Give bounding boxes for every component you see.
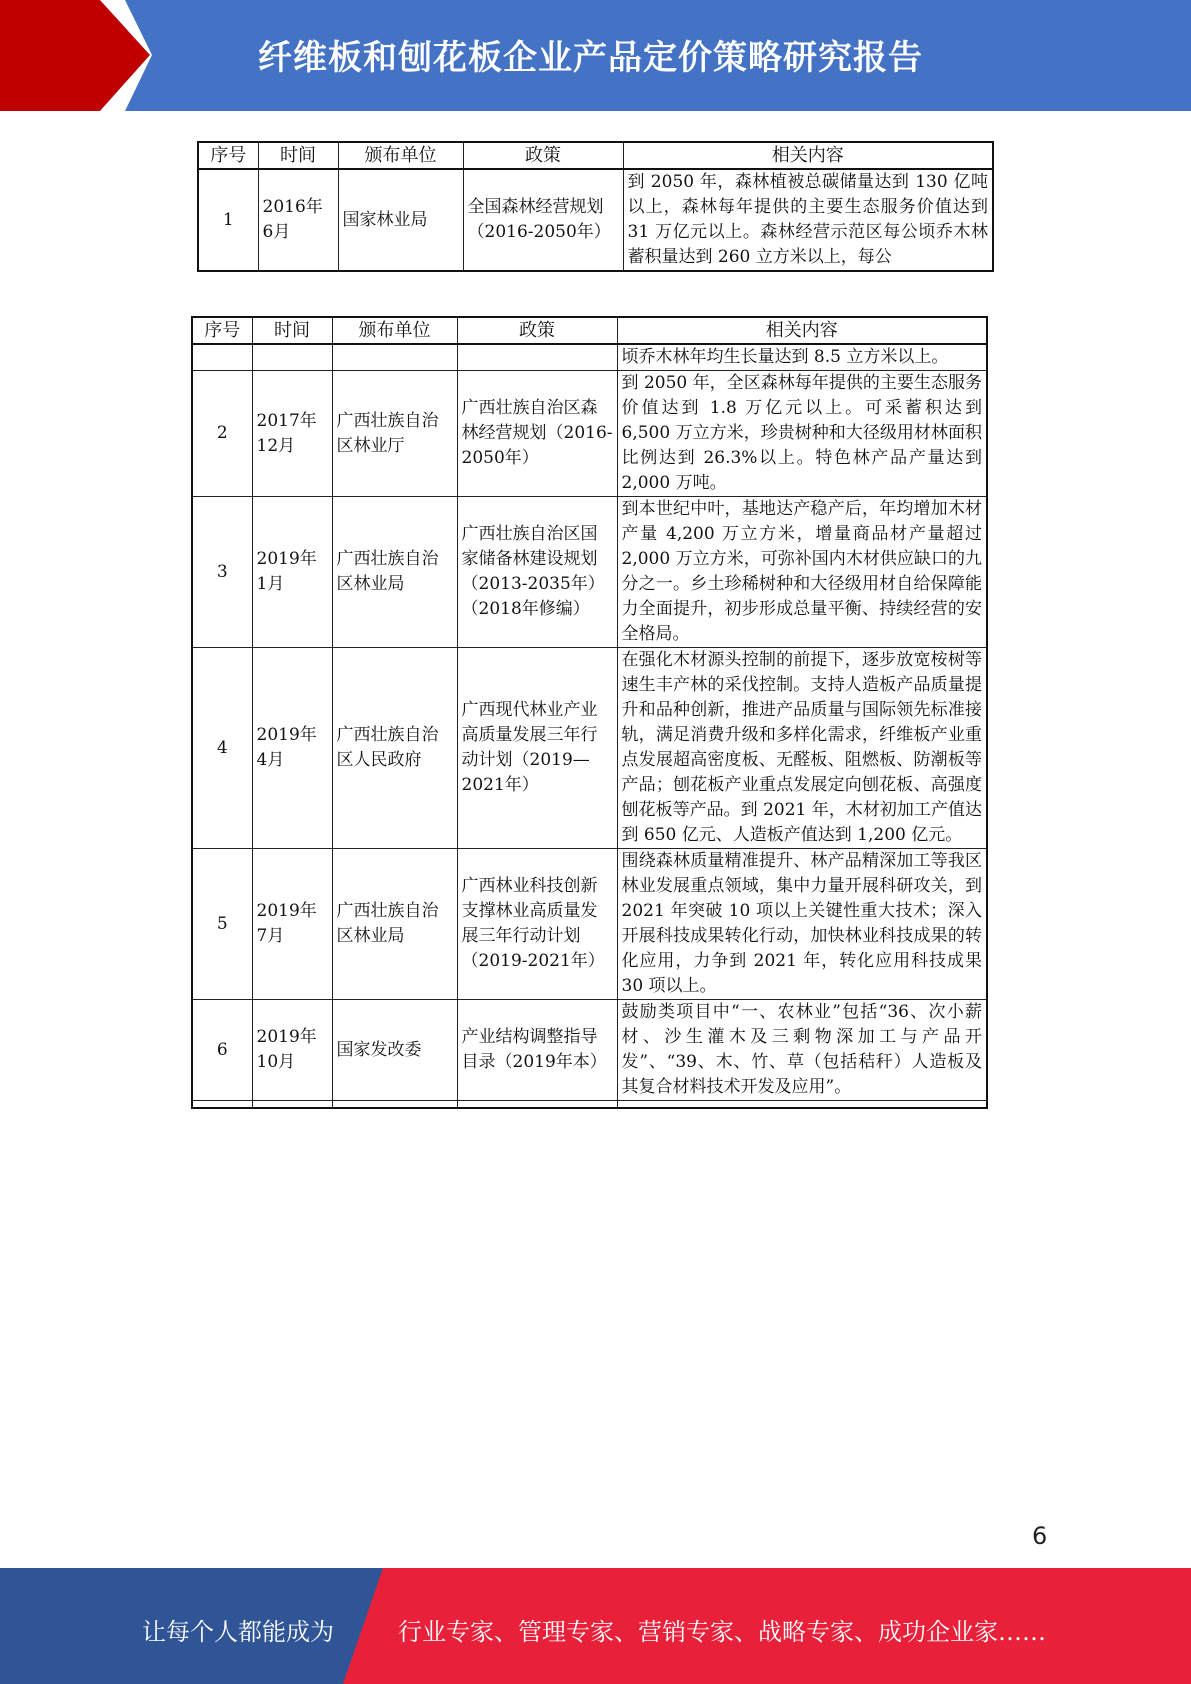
- header-unit: 颁布单位: [338, 142, 463, 169]
- footer-slogan-left: 让每个人都能成为: [142, 1618, 334, 1646]
- table-row: [192, 497, 987, 648]
- cell-no: 6: [192, 1000, 252, 1101]
- header-content: 相关内容: [623, 142, 993, 169]
- table-row-cut-off: [192, 1101, 987, 1109]
- cell-content: 到 2050 年，全区森林每年提供的主要生态服务价值达到 1.8 万亿元以上。可采蓄积达到 6,500 万立方米，珍贵树种和大径级用材林面积比例达到 26.3%以上。特色林产品产量达到 2,000 万吨。: [617, 371, 987, 497]
- cell-policy: 广西现代林业产业高质量发展三年行动计划（2019—2021年）: [457, 648, 617, 849]
- table-row: [192, 849, 987, 1000]
- cell-content: 在强化木材源头控制的前提下，逐步放宽桉树等速生丰产林的采伐控制。支持人造板产品质量提升和品种创新，推进产品质量与国际领先标准接轨，满足消费升级和多样化需求，纤维板产业重点发展超高密度板、无醛板、阻燃板、防潮板等产品；刨花板产业重点发展定向刨花板、高强度刨花板等产品。到 2021 年，木材初加工产值达到 650 亿元、人造板产值达到 1,200 亿元。: [617, 648, 987, 849]
- cell-unit: 广西壮族自治区林业局: [332, 849, 457, 1000]
- cell-content: 到本世纪中叶，基地达产稳产后，年均增加木材产量 4,200 万立方米，增量商品材产量超过 2,000 万立方米，可弥补国内木材供应缺口的九分之一。乡土珍稀树种和大径级用材自给保障能力全面提升，初步形成总量平衡、持续经营的安全格局。: [617, 497, 987, 648]
- cell-unit: 广西壮族自治区林业局: [332, 497, 457, 648]
- page-number: 6: [1032, 1522, 1048, 1550]
- cell-time: 2017年12月: [252, 371, 332, 497]
- page-footer: [0, 1568, 1191, 1684]
- policy-table-top: [197, 141, 994, 272]
- header-time: 时间: [258, 142, 338, 169]
- cell-empty: [192, 1101, 252, 1109]
- cell-empty: [457, 1101, 617, 1109]
- cell-empty: [617, 1101, 987, 1109]
- report-title: 纤维板和刨花板企业产品定价策略研究报告: [258, 38, 923, 78]
- table-row: [198, 169, 993, 271]
- header-content: 相关内容: [617, 317, 987, 344]
- cell-no: 2: [192, 371, 252, 497]
- table-row: [192, 371, 987, 497]
- cell-time: 2016年6月: [258, 169, 338, 271]
- header-time: 时间: [252, 317, 332, 344]
- cell-content: 顷乔木林年均生长量达到 8.5 立方米以上。: [617, 344, 987, 371]
- cell-unit: 国家发改委: [332, 1000, 457, 1101]
- header-no: 序号: [192, 317, 252, 344]
- cell-content: 到 2050 年，森林植被总碳储量达到 130 亿吨以上，森林每年提供的主要生态服务价值达到 31 万亿元以上。森林经营示范区每公顷乔木林蓄积量达到 260 立方米以上，每公: [623, 169, 993, 271]
- cell-policy: 广西林业科技创新支撑林业高质量发展三年行动计划（2019-2021年）: [457, 849, 617, 1000]
- cell-empty: [252, 1101, 332, 1109]
- cell-policy: 广西壮族自治区国家储备林建设规划（2013-2035年）（2018年修编）: [457, 497, 617, 648]
- cell-unit: 广西壮族自治区林业厅: [332, 371, 457, 497]
- table-row: [192, 648, 987, 849]
- header-policy: 政策: [463, 142, 623, 169]
- policy-table-main: [191, 316, 988, 1109]
- cell-time: 2019年4月: [252, 648, 332, 849]
- cell-time: 2019年10月: [252, 1000, 332, 1101]
- cell-unit: 国家林业局: [338, 169, 463, 271]
- cell-no: [192, 344, 252, 371]
- cell-time: 2019年1月: [252, 497, 332, 648]
- table-row: [192, 344, 987, 371]
- cell-time: [252, 344, 332, 371]
- header-unit: 颁布单位: [332, 317, 457, 344]
- cell-policy: 产业结构调整指导目录（2019年本）: [457, 1000, 617, 1101]
- cell-policy: 全国森林经营规划（2016-2050年）: [463, 169, 623, 271]
- cell-unit: 广西壮族自治区人民政府: [332, 648, 457, 849]
- cell-content: 鼓励类项目中“一、农林业”包括“36、次小薪材、沙生灌木及三剩物深加工与产品开发”、“39、木、竹、草（包括秸秆）人造板及其复合材料技术开发及应用”。: [617, 1000, 987, 1101]
- cell-time: 2019年7月: [252, 849, 332, 1000]
- page-header: [0, 0, 1191, 111]
- cell-no: 1: [198, 169, 258, 271]
- table-header-row: [198, 142, 993, 169]
- cell-unit: [332, 344, 457, 371]
- cell-content: 围绕森林质量精准提升、林产品精深加工等我区林业发展重点领域，集中力量开展科研攻关，到 2021 年突破 10 项以上关键性重大技术；深入开展科技成果转化行动，加快林业科技成果的转化应用，力争到 2021 年，转化应用科技成果 30 项以上。: [617, 849, 987, 1000]
- cell-no: 5: [192, 849, 252, 1000]
- cell-policy: 广西壮族自治区森林经营规划（2016-2050年）: [457, 371, 617, 497]
- table-header-row: [192, 317, 987, 344]
- cell-no: 3: [192, 497, 252, 648]
- header-no: 序号: [198, 142, 258, 169]
- footer-slogan-right: 行业专家、管理专家、营销专家、战略专家、成功企业家……: [398, 1618, 1046, 1646]
- cell-empty: [332, 1101, 457, 1109]
- header-policy: 政策: [457, 317, 617, 344]
- cell-policy: [457, 344, 617, 371]
- table-row: [192, 1000, 987, 1101]
- cell-no: 4: [192, 648, 252, 849]
